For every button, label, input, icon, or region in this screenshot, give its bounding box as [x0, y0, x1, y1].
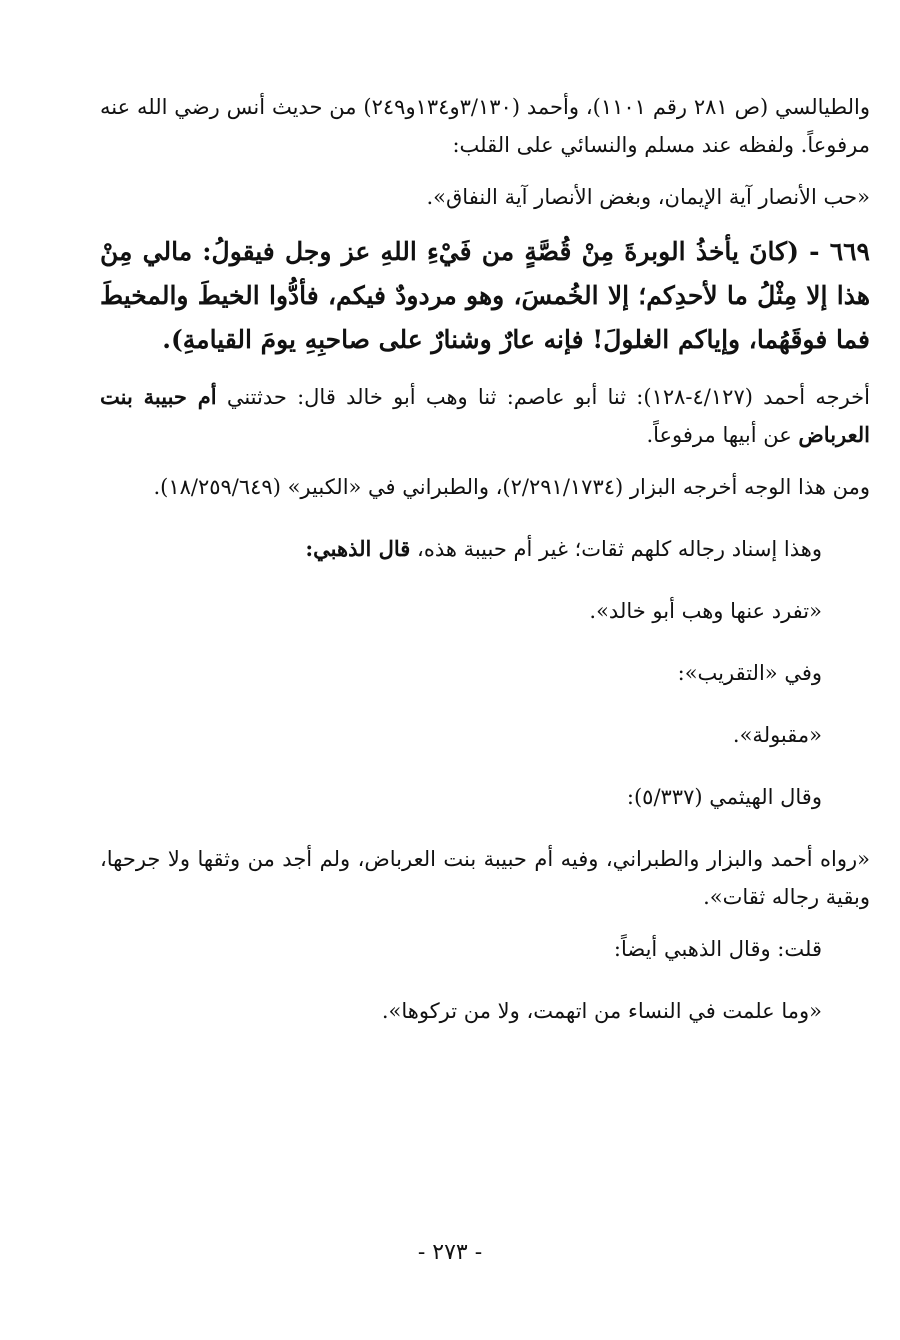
taqrib-quote: «مقبولة». — [732, 723, 822, 747]
dhahabi-said: قال الذهبي: — [305, 536, 411, 561]
page-number: - ٢٧٣ - — [417, 1240, 483, 1265]
page-body — [100, 88, 870, 1030]
isnad-assessment — [100, 530, 870, 568]
isnad-text: وهذا إسناد رجاله كلهم ثقات؛ غير أم حبيبة هذه، — [410, 537, 822, 561]
bazzar-tabarani-paragraph: ومن هذا الوجه أخرجه البزار (٢/٢٩١/١٧٣٤)، والطبراني في «الكبير» (١٨/٢٥٩/٦٤٩). — [153, 475, 870, 499]
citation-paragraph: والطيالسي (ص ٢٨١ رقم ١١٠١)، وأحمد (٣/١٣٠و١٣٤و٢٤٩) من حديث أنس رضي الله عنه مرفوعاً. ولفظه عند مسلم والنسائي على القلب: — [100, 95, 871, 157]
taqrib-intro: وفي «التقريب»: — [677, 661, 822, 685]
takhrij-paragraph — [100, 378, 870, 454]
haythami-intro: وقال الهيثمي (٥/٣٣٧): — [626, 785, 822, 809]
dhahabi-also: قلت: وقال الذهبي أيضاً: — [613, 937, 822, 961]
hadith-669: ٦٦٩ - (كانَ يأخذُ الوبرةَ مِنْ قُصَّةٍ من فَيْءِ اللهِ عز وجل فيقولُ: مالي مِنْ هذا إلا مِثْلُ ما لأحدِكم؛ إلا الخُمسَ، وهو مردودٌ فيكم، فأدُّوا الخيطَ والمخيطَ فما فوقَهُما، وإياكم الغلولَ! فإنه عارٌ وشنارٌ على صاحبِهِ يومَ القيامةِ). — [100, 237, 870, 354]
takhrij-text-end: عن أبيها مرفوعاً. — [646, 423, 799, 447]
takhrij-text-start: أخرجه أحمد (٤/١٢٧-١٢٨): ثنا أبو عاصم: ثنا وهب أبو خالد قال: حدثتني — [216, 385, 870, 409]
quoted-hadith-text: «حب الأنصار آية الإيمان، وبغض الأنصار آية النفاق». — [426, 185, 870, 209]
dhahabi-quote: «تفرد عنها وهب أبو خالد». — [589, 599, 822, 623]
haythami-quote: «رواه أحمد والبزار والطبراني، وفيه أم حبيبة بنت العرباض، ولم أجد من وثقها ولا جرحها، وبقية رجاله ثقات». — [100, 847, 870, 909]
dhahabi-second-quote: «وما علمت في النساء من اتهمت، ولا من تركوها». — [381, 999, 822, 1023]
narrator-name: أم حبيبة بنت العرباض — [100, 384, 870, 447]
